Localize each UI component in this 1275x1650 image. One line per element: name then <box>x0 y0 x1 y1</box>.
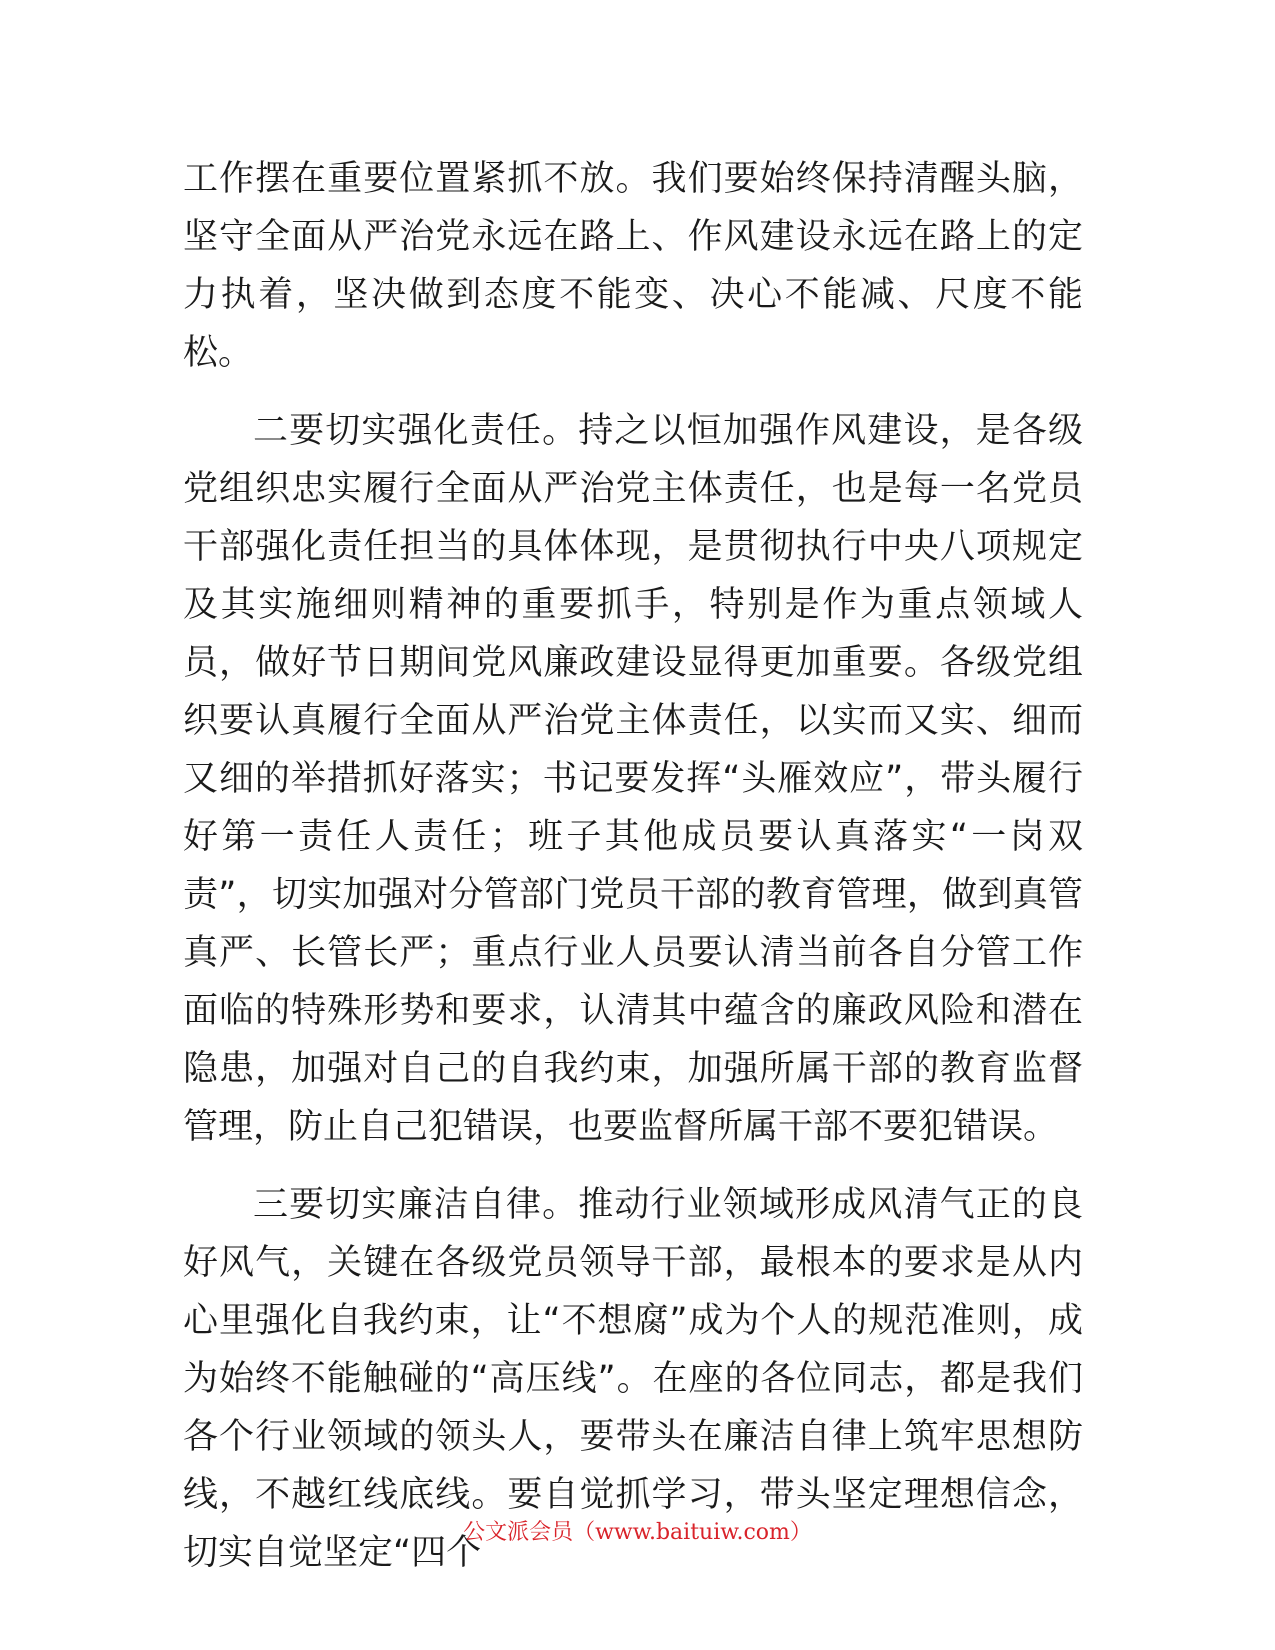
document-body <box>183 150 1083 1602</box>
paragraph-2: 二要切实强化责任。持之以恒加强作风建设，是各级党组织忠实履行全面从严治党主体责任，也是每一名党员干部强化责任担当的具体体现，是贯彻执行中央八项规定及其实施细则精神的重要抓手，特别是作为重点领域人员，做好节日期间党风廉政建设显得更加重要。各级党组织要认真履行全面从严治党主体责任，以实而又实、细而又细的举措抓好落实；书记要发挥“头雁效应”，带头履行好第一责任人责任；班子其他成员要认真落实“一岗双责”，切实加强对分管部门党员干部的教育管理，做到真管真严、长管长严；重点行业人员要认清当前各自分管工作面临的特殊形势和要求，认清其中蕴含的廉政风险和潜在隐患，加强对自己的自我约束，加强所属干部的教育监督管理，防止自己犯错误，也要监督所属干部不要犯错误。 <box>183 411 1083 1147</box>
footer-watermark: 公文派会员（www.baituiw.com） <box>463 1520 812 1545</box>
paragraph-1: 工作摆在重要位置紧抓不放。我们要始终保持清醒头脑，坚守全面从严治党永远在路上、作风建设永远在路上的定力执着，坚决做到态度不能变、决心不能减、尺度不能松。 <box>183 159 1083 373</box>
paragraph-3: 三要切实廉洁自律。推动行业领域形成风清气正的良好风气，关键在各级党员领导干部，最根本的要求是从内心里强化自我约束，让“不想腐”成为个人的规范准则，成为始终不能触碰的“高压线”。在座的各位同志，都是我们各个行业领域的领头人，要带头在廉洁自律上筑牢思想防线，不越红线底线。要自觉抓学习，带头坚定理想信念，切实自觉坚定“四个 <box>183 1185 1083 1573</box>
